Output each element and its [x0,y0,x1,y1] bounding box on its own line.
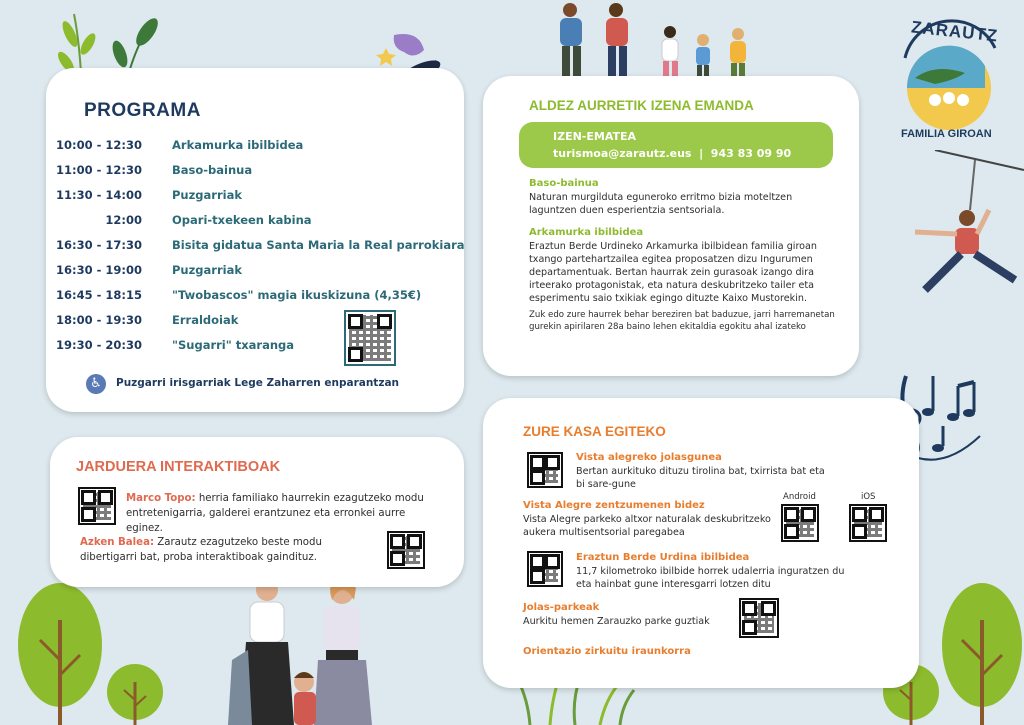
programa-label: Bisita gidatua Santa Maria la Real parrokiara [172,238,465,252]
zure-item-text: Vista Alegre parkeko altxor naturalak deskubritzeko aukera multisentsorial paregabea [523,514,771,538]
jarduera-title: JARDUERA INTERAKTIBOAK [76,459,281,475]
tree-left-small [100,662,170,725]
jarduera-item [126,491,442,536]
android-label: Android [783,492,816,502]
zarautz-logo [885,18,1013,146]
programa-label: Baso-bainua [172,163,253,177]
zure-item-text: Bertan aurkituko dituzu tirolina bat, txirrista bat eta bi sare-gune [576,466,825,490]
tree-right-large [934,580,1024,725]
zure-item-title: Eraztun Berde Urdina ibilbidea [576,552,750,563]
zipline-girl-illustration [905,150,1024,300]
programa-label: Opari-txekeen kabina [172,213,312,227]
accessibility-icon: ♿ [86,374,106,394]
android-qr-code[interactable] [781,504,819,542]
ios-qr-code[interactable] [849,504,887,542]
programa-card [46,68,464,412]
programa-time: 16:45 - 18:15 [56,288,142,302]
aldez-note: Zuk edo zure haurrek behar bereziren bat baduzue, jarri harremanetan gurekin apirilaren 28a baino lehen ekitaldia egokitu ahal izateko [529,310,835,332]
programa-label: Erraldoiak [172,313,239,327]
aldez-card [483,76,859,376]
zure-item-title: Vista alegreko jolasgunea [576,452,722,463]
programa-qr-code[interactable] [344,310,396,366]
jarduera-item-text: Zarautz ezagutzeko beste modu dibertigarri bat, proba interaktiboak gaindituz. [80,537,322,563]
programa-row [46,138,446,158]
tree-left-large [10,580,110,725]
vista-alegre-jolasgunea-qr-code[interactable] [527,452,563,488]
programa-row [46,163,446,183]
jolas-parkeak-qr-code[interactable] [739,598,779,638]
programa-row [46,188,446,208]
programa-row [46,288,446,308]
traditional-dancers-illustration [222,570,382,725]
azken-balea-qr-code[interactable] [387,531,425,569]
programa-label: "Sugarri" txaranga [172,338,295,352]
programa-row [46,213,446,233]
programa-title: PROGRAMA [84,100,201,121]
zure-title: ZURE KASA EGITEKO [523,424,666,439]
zure-item-text: Aurkitu hemen Zarauzko parke guztiak [523,616,710,627]
zure-item-text: 11,7 kilometroko ibilbide horrek udalerria inguratzen du eta hainbat gune interesgarri lotzen ditu [576,566,845,590]
programa-time: 10:00 - 12:30 [56,138,142,152]
programa-time: 12:00 [105,213,142,227]
izen-ematea-box [519,122,833,168]
eraztun-berde-qr-code[interactable] [527,551,563,587]
programa-time: 19:30 - 20:30 [56,338,142,352]
programa-label: "Twobascos" magia ikuskizuna (4,35€) [172,288,422,302]
programa-time: 16:30 - 19:00 [56,263,142,277]
programa-time: 11:00 - 12:30 [56,163,142,177]
logo-top-text: ZARAUTZ [910,17,1000,46]
marco-topo-qr-code[interactable] [78,487,116,525]
logo-bottom-text: FAMILIA GIROAN [901,128,992,140]
programa-time: 11:30 - 14:00 [56,188,142,202]
zure-card [483,398,919,688]
jarduera-item-name: Azken Balea: [80,537,155,548]
accessibility-note: Puzgarri irisgarriak Lege Zaharren enparantzan [116,377,400,389]
zure-item-title: Jolas-parkeak [523,602,600,613]
izen-ematea-contact[interactable]: turismoa@zarautz.eus | 943 83 09 90 [553,147,792,160]
jarduera-item-name: Marco Topo: [126,493,196,504]
programa-time: 16:30 - 17:30 [56,238,142,252]
aldez-item-title: Baso-bainua [529,178,599,189]
ios-label: iOS [861,492,876,502]
aldez-item-text: Eraztun Berde Urdineko Arkamurka ibilbidean familia giroan txango partehartzailea egitea proposatzen dizu Ingurumen departamentuak. Bertan haurrak zein gurasoak izango dira irteerako protagonistak, eta natura deskubritzeko tailer eta esperimentu saio txikiak egingo dituzte Kaixo Mustorekin. [529,241,818,304]
aldez-title: ALDEZ AURRETIK IZENA EMANDA [529,98,754,113]
programa-row [46,238,465,258]
jarduera-card [50,437,464,587]
programa-time: 18:00 - 19:30 [56,313,142,327]
programa-label: Arkamurka ibilbidea [172,138,304,152]
zure-item-title: Vista Alegre zentzumenen bidez [523,500,705,511]
programa-label: Puzgarriak [172,263,242,277]
aldez-item-text: Naturan murgilduta eguneroko erritmo bizia moteltzen laguntzen duen esperientzia sentsoriala. [529,192,793,216]
aldez-item-title: Arkamurka ibilbidea [529,227,644,238]
jarduera-item [80,535,380,565]
programa-label: Puzgarriak [172,188,242,202]
programa-row [46,263,446,283]
jarduera-item-text: herria familiako haurrekin ezagutzeko modu entretenigarria, galderei erantzunez eta erronkei aurre eginez. [126,493,424,534]
zure-item-title: Orientazio zirkuitu iraunkorra [523,646,691,657]
izen-ematea-title: IZEN-EMATEA [553,130,637,143]
